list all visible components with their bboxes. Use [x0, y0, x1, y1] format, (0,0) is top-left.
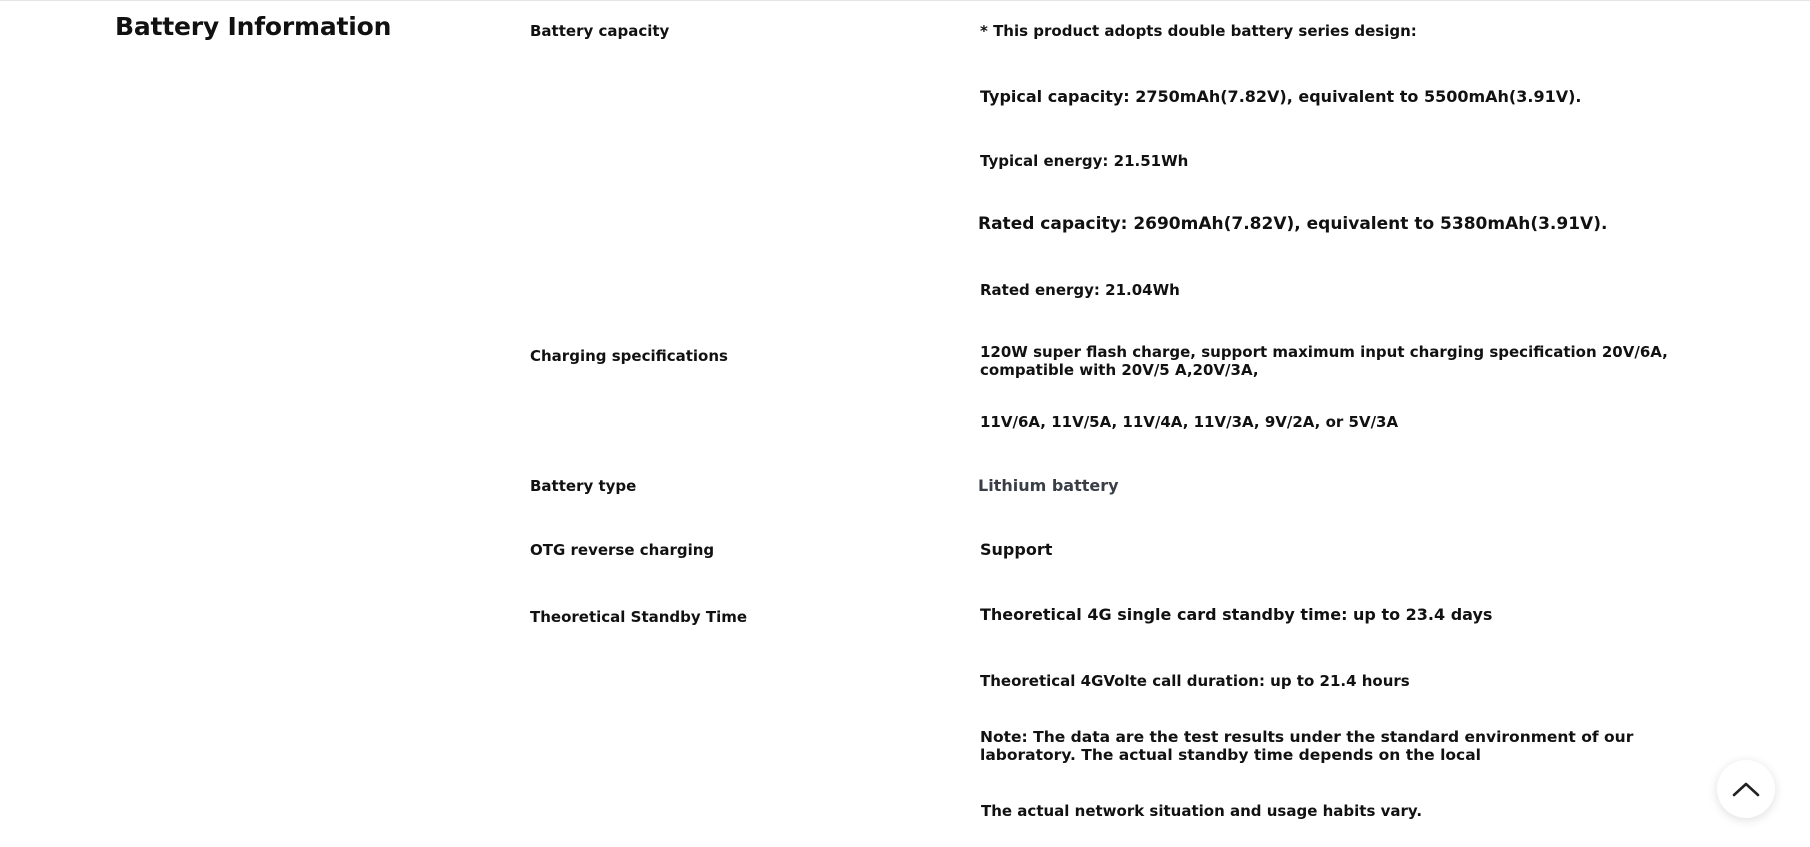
spec-value-volte-duration: Theoretical 4GVolte call duration: up to 21.4 hours [980, 672, 1410, 690]
spec-value-charging-main: 120W super flash charge, support maximum input charging specification 20V/6A, compatible with 20V/5 A,20V/3A, [980, 343, 1668, 379]
spec-label-battery-type: Battery type [530, 477, 637, 495]
spec-value-otg: Support [980, 540, 1053, 559]
spec-label-otg: OTG reverse charging [530, 541, 715, 559]
spec-value-charging-compat: 11V/6A, 11V/5A, 11V/4A, 11V/3A, 9V/2A, or 5V/3A [980, 413, 1399, 431]
spec-value-typical-energy: Typical energy: 21.51Wh [980, 152, 1189, 170]
spec-value-note: Note: The data are the test results under the standard environment of our laboratory. The actual standby time depends on the local [980, 728, 1634, 764]
spec-value-rated-energy: Rated energy: 21.04Wh [980, 281, 1180, 299]
spec-label-battery-capacity: Battery capacity [530, 22, 670, 40]
chevron-up-icon [1731, 780, 1761, 798]
spec-label-standby: Theoretical Standby Time [530, 608, 748, 626]
top-divider [0, 0, 1810, 1]
spec-value-typical-capacity: Typical capacity: 2750mAh(7.82V), equivalent to 5500mAh(3.91V). [980, 87, 1582, 106]
spec-value-standby-4g: Theoretical 4G single card standby time: up to 23.4 days [980, 605, 1493, 624]
spec-value-network-note: The actual network situation and usage habits vary. [981, 802, 1423, 820]
spec-value-battery-design: * This product adopts double battery series design: [980, 22, 1417, 40]
scroll-to-top-button[interactable] [1717, 760, 1775, 818]
spec-value-battery-type: Lithium battery [978, 476, 1119, 495]
spec-label-charging: Charging specifications [530, 347, 728, 365]
section-title: Battery Information [115, 12, 392, 41]
spec-value-rated-capacity: Rated capacity: 2690mAh(7.82V), equivalent to 5380mAh(3.91V). [978, 214, 1608, 234]
